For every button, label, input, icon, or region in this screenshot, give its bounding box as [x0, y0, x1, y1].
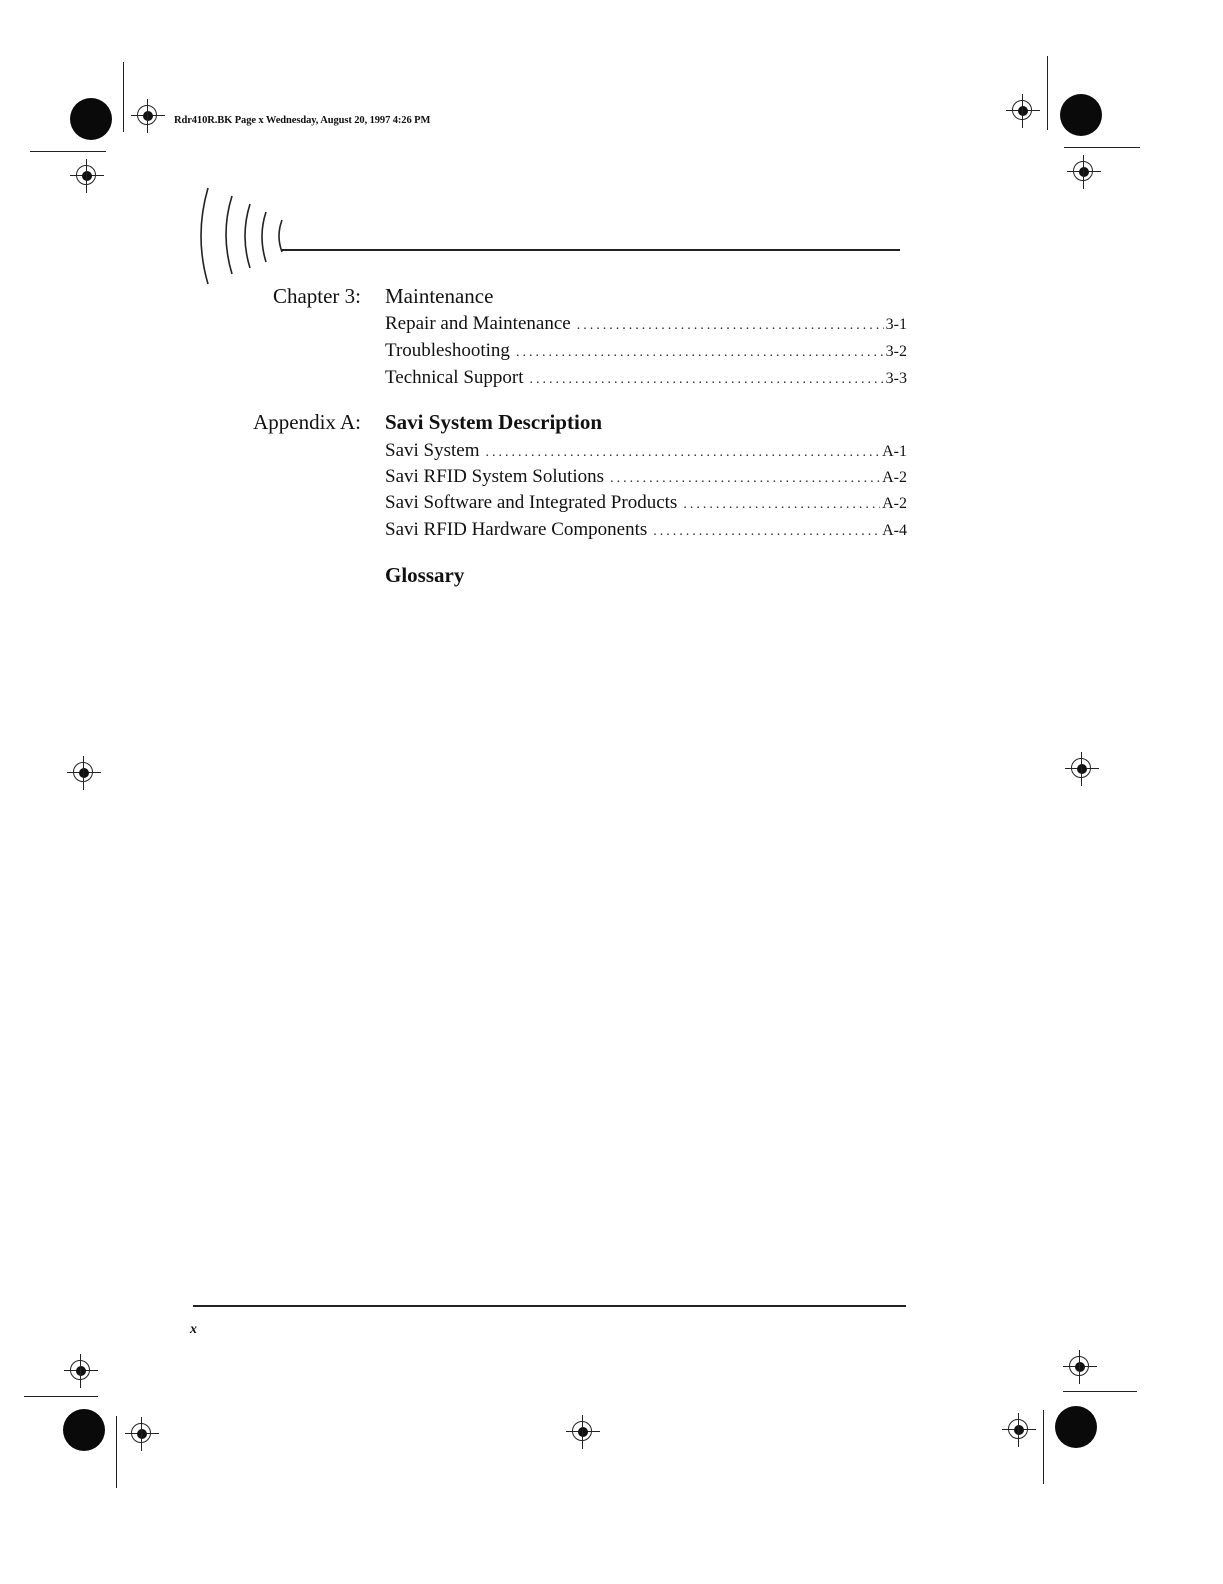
toc-entry-page: 3-3 [885, 370, 907, 387]
crop-mark-line [1063, 1391, 1137, 1392]
crop-mark-line [1047, 56, 1048, 130]
toc-entry-title: Troubleshooting [385, 340, 510, 361]
registration-dot-icon [63, 1409, 105, 1451]
registration-crosshair-icon [70, 159, 104, 193]
crop-mark-line [116, 1416, 117, 1488]
registration-crosshair-icon [125, 1417, 159, 1451]
toc-entry-title: Savi RFID System Solutions [385, 466, 605, 487]
toc-entry[interactable] [385, 519, 907, 545]
toc-entry-title: Savi RFID Hardware Components [385, 519, 648, 540]
toc-glossary-heading[interactable]: Glossary [385, 563, 465, 587]
section-title: Maintenance [385, 284, 494, 308]
page-number: x [190, 1322, 197, 1337]
header-rule [282, 249, 900, 251]
radio-waves-icon [196, 186, 288, 286]
crop-mark-line [123, 62, 124, 132]
registration-crosshair-icon [64, 1354, 98, 1388]
toc-entry[interactable] [385, 492, 907, 518]
dot-leader [683, 497, 880, 513]
section-label: Appendix A: [253, 410, 361, 434]
registration-crosshair-icon [566, 1415, 600, 1449]
toc-entry[interactable] [385, 313, 907, 339]
crop-mark-line [1043, 1410, 1044, 1484]
registration-dot-icon [1060, 94, 1102, 136]
toc-entry-title: Savi System [385, 440, 480, 461]
toc-entry-title: Technical Support [385, 367, 524, 388]
registration-crosshair-icon [1006, 94, 1040, 128]
section-title: Savi System Description [385, 410, 602, 434]
print-header-slug: Rdr410R.BK Page x Wednesday, August 20, 1997 4:26 PM [174, 115, 431, 126]
toc-entry[interactable] [385, 466, 907, 492]
dot-leader [485, 445, 880, 461]
crop-mark-line [24, 1396, 98, 1397]
registration-crosshair-icon [1063, 1350, 1097, 1384]
registration-crosshair-icon [1067, 155, 1101, 189]
toc-entry-page: A-1 [882, 443, 907, 460]
toc-entry-page: A-4 [882, 522, 907, 539]
toc-entry[interactable] [385, 440, 907, 466]
toc-entry-page: 3-1 [885, 316, 907, 333]
crop-mark-line [30, 151, 106, 152]
toc-entry-title: Savi Software and Integrated Products [385, 492, 678, 513]
registration-crosshair-icon [67, 756, 101, 790]
section-label: Chapter 3: [272, 284, 361, 308]
toc-entry[interactable] [385, 367, 907, 393]
footer-rule [193, 1305, 906, 1307]
toc-entry-page: 3-2 [885, 343, 907, 360]
toc-entry[interactable] [385, 340, 907, 366]
registration-crosshair-icon [1065, 752, 1099, 786]
dot-leader [516, 345, 884, 361]
dot-leader [577, 318, 884, 334]
registration-dot-icon [1055, 1406, 1097, 1448]
registration-dot-icon [70, 98, 112, 140]
dot-leader [653, 524, 880, 540]
dot-leader [530, 372, 884, 388]
registration-crosshair-icon [1002, 1413, 1036, 1447]
crop-mark-line [1064, 147, 1140, 148]
toc-entry-page: A-2 [882, 469, 907, 486]
toc-entry-title: Repair and Maintenance [385, 313, 571, 334]
registration-crosshair-icon [131, 99, 165, 133]
toc-entry-page: A-2 [882, 495, 907, 512]
dot-leader [610, 471, 880, 487]
